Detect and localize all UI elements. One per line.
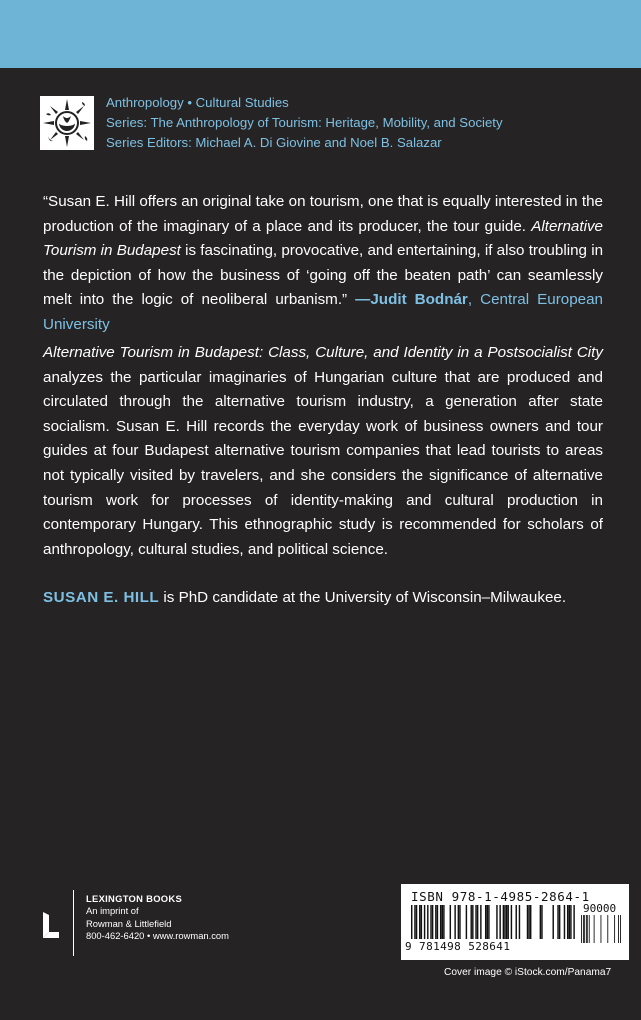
publisher-name: LEXINGTON BOOKS	[86, 893, 183, 904]
barcode-bar	[587, 915, 588, 943]
barcode-bar	[564, 905, 565, 939]
series-editors: Series Editors: Michael A. Di Giovine and Noel B. Salazar	[106, 135, 442, 150]
barcode-bar	[601, 915, 602, 943]
isbn-barcode	[401, 884, 629, 960]
barcode-bar	[541, 905, 542, 939]
barcode-bar	[470, 905, 471, 939]
barcode-bar	[430, 905, 431, 939]
barcode-bar	[570, 905, 571, 939]
barcode-bar	[414, 905, 415, 939]
barcode-bar	[496, 905, 497, 939]
barcode-bar	[506, 905, 507, 939]
endorsement-author: —Judit Bodnár	[355, 291, 468, 309]
barcode-bar	[589, 915, 590, 943]
description-body: analyzes the particular imaginaries of Hungarian culture that are produced and circulated through the alternative tourism industry, a generation after state socialism. Susan E. Hill records the everyday work of business owners and tour guides at four Budapest alternative tourism companies that lead tourists to areas not typically visited by travelers, and she considers the significance of alternative tourism work for processes of identity-making and cultural production in contemporary Hungary. This ethnographic study is recommended for scholars of anthropology, cultural studies, and political science.	[43, 368, 603, 558]
barcode-bar	[419, 905, 420, 939]
barcode-bar	[459, 905, 460, 939]
barcode-bar	[530, 905, 531, 939]
series-info	[106, 93, 626, 153]
description-book-title: Alternative Tourism in Budapest: Class, Culture, and Identity in a Postsocialist City	[43, 344, 603, 361]
barcode-bar	[581, 915, 582, 943]
barcode-bar	[519, 905, 520, 939]
cover-image-credit: Cover image © iStock.com/Panama7	[444, 967, 612, 978]
endorsement-quote	[43, 190, 603, 338]
barcode-bar	[567, 905, 568, 939]
barcode-bar	[487, 905, 488, 939]
endorsement-text-2: is fascinating, provocative, and entertaining, if also troubling in the depiction of how the business of ‘going off the beaten path’ can seamlessly melt into the logic of neoliberal urbanism.”	[43, 242, 604, 309]
author-bio-text: is PhD candidate at the University of Wisconsin–Milwaukee.	[159, 589, 567, 606]
lexington-l-logo-icon	[43, 912, 63, 938]
globe-compass-icon	[40, 96, 94, 150]
ean-digits: 9 781498 528641	[405, 940, 511, 953]
barcode-bar	[421, 905, 422, 939]
barcode-bar	[475, 905, 476, 939]
barcode-bar	[480, 905, 481, 939]
endorsement-book-title: Alternative Tourism in Budapest	[43, 217, 603, 260]
barcode-bar	[485, 905, 486, 939]
barcode-bar	[527, 905, 528, 939]
barcode-bar	[559, 905, 560, 939]
top-color-band	[0, 0, 641, 68]
book-description	[43, 341, 603, 562]
ean-barcode-bars	[411, 905, 575, 941]
endorsement-affiliation: , Central European University	[43, 291, 603, 333]
barcode-bar	[618, 915, 619, 943]
barcode-bar	[620, 915, 621, 943]
barcode-bar	[411, 905, 412, 939]
barcode-bar	[458, 905, 459, 939]
addon-barcode-bars	[581, 915, 621, 945]
barcode-bar	[507, 905, 508, 939]
barcode-bar	[557, 905, 558, 939]
barcode-bar	[443, 905, 444, 939]
barcode-bar	[416, 905, 417, 939]
barcode-bar	[466, 905, 467, 939]
addon-digits: 90000	[583, 902, 617, 915]
barcode-bar	[569, 905, 570, 939]
barcode-bar	[504, 905, 505, 939]
barcode-bar	[607, 915, 608, 943]
series-title: Series: The Anthropology of Tourism: Heritage, Mobility, and Society	[106, 115, 503, 130]
barcode-bar	[573, 905, 574, 939]
barcode-bar	[472, 905, 473, 939]
barcode-bar	[552, 905, 553, 939]
barcode-bar	[435, 905, 436, 939]
barcode-bar	[528, 905, 529, 939]
author-bio	[43, 586, 613, 610]
barcode-bar	[614, 915, 615, 943]
barcode-bar	[583, 915, 584, 943]
barcode-bar	[424, 905, 425, 939]
series-subjects: Anthropology • Cultural Studies	[106, 95, 289, 110]
barcode-bar	[477, 905, 478, 939]
barcode-bar	[440, 905, 441, 939]
barcode-bar	[488, 905, 489, 939]
publisher-imprint: An imprint of	[86, 905, 139, 917]
barcode-bar	[594, 915, 595, 943]
barcode-bar	[442, 905, 443, 939]
publisher-parent: Rowman & Littlefield	[86, 917, 172, 929]
author-name: SUSAN E. HILL	[43, 589, 160, 606]
isbn-label: ISBN 978-1-4985-2864-1	[411, 889, 590, 904]
barcode-bar	[516, 905, 517, 939]
barcode-bar	[499, 905, 500, 939]
publisher-info	[86, 893, 229, 943]
barcode-bar	[511, 905, 512, 939]
barcode-bar	[450, 905, 451, 939]
barcode-bar	[540, 905, 541, 939]
publisher-contact: 800-462-6420 • www.rowman.com	[86, 930, 229, 942]
barcode-bar	[437, 905, 438, 939]
barcode-bar	[584, 915, 585, 943]
barcode-bar	[503, 905, 504, 939]
barcode-bar	[427, 905, 428, 939]
barcode-bar	[432, 905, 433, 939]
publisher-divider	[73, 890, 74, 956]
endorsement-text-1: “Susan E. Hill offers an original take on tourism, one that is equally interested in the production of the imaginary of a place and its producer, the tour guide.	[43, 193, 603, 235]
barcode-bar	[454, 905, 455, 939]
barcode-bar	[586, 915, 587, 943]
